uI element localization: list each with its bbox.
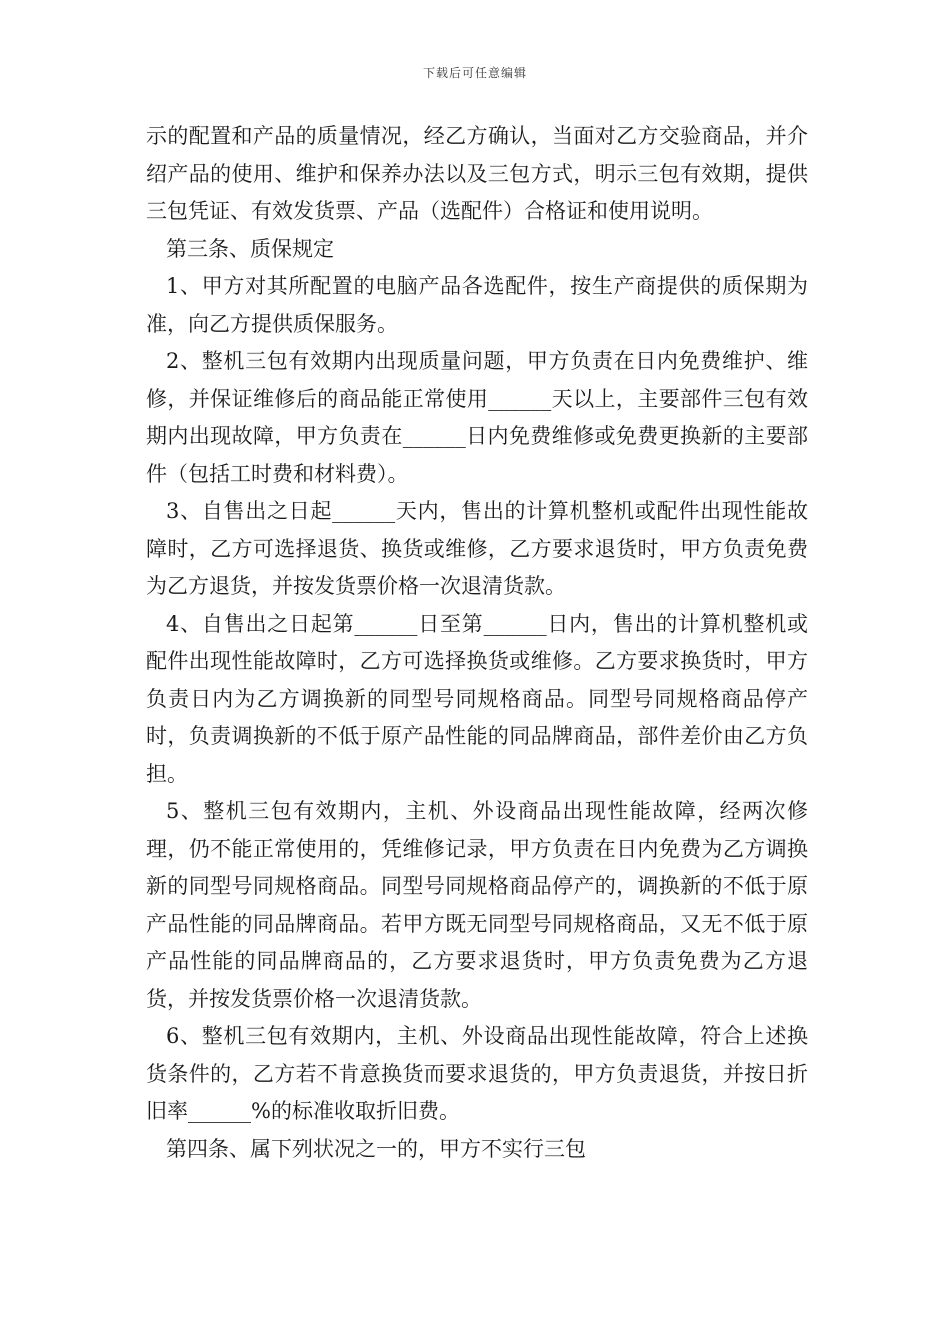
clause-5: 5、整机三包有效期内，主机、外设商品出现性能故障，经两次修理，仍不能正常使用的，凭维修记录，甲方负责在日内免费为乙方调换新的同型号同规格商品。同型号同规格商品停产的，调换新的不低于原产品性能的同品牌商品。若甲方既无同型号同规格商品，又无不低于原产品性能的同品牌商品的，乙方要求退货时，甲方负责免费为乙方退货，并按发货票价格一次退清货款。 (146, 799, 808, 1011)
clause-2: 2、整机三包有效期内出现质量问题，甲方负责在日内免费维护、维修，并保证维修后的商品能正常使用______天以上，主要部件三包有效期内出现故障，甲方负责在______日内免费维修或免费更换新的主要部件（包括工时费和材料费）。 (146, 349, 808, 486)
clause-4: 4、自售出之日起第______日至第______日内，售出的计算机整机或配件出现性能故障时，乙方可选择换货或维修。乙方要求换货时，甲方负责日内为乙方调换新的同型号同规格商品。同型号同规格商品停产时，负责调换新的不低于原产品性能的同品牌商品，部件差价由乙方负担。 (146, 611, 808, 786)
clause-3: 3、自售出之日起______天内，售出的计算机整机或配件出现性能故障时，乙方可选择退货、换货或维修，乙方要求退货时，甲方负责免费为乙方退货，并按发货票价格一次退清货款。 (146, 499, 808, 598)
section-heading-4: 第四条、属下列状况之一的，甲方不实行三包 (166, 1136, 586, 1161)
page-header: 下载后可任意编辑 (422, 66, 527, 80)
document-body (146, 118, 808, 1168)
section-heading-3: 第三条、质保规定 (166, 236, 334, 261)
clause-1: 1、甲方对其所配置的电脑产品各选配件，按生产商提供的质保期为准，向乙方提供质保服务。 (146, 274, 808, 336)
clause-6: 6、整机三包有效期内，主机、外设商品出现性能故障，符合上述换货条件的，乙方若不肯意换货而要求退货的，甲方负责退货，并按日折旧率______%的标准收取折旧费。 (146, 1024, 808, 1123)
paragraph-continuation: 示的配置和产品的质量情况，经乙方确认，当面对乙方交验商品，并介绍产品的使用、维护和保养办法以及三包方式，明示三包有效期，提供三包凭证、有效发货票、产品（选配件）合格证和使用说明。 (146, 124, 808, 223)
